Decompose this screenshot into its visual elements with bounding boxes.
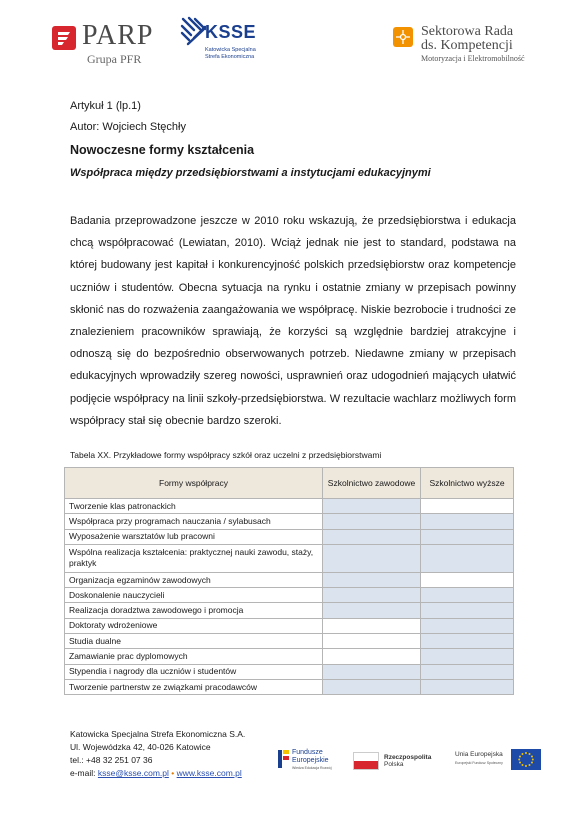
row-label: Tworzenie partnerstw ze związkami pracodawców <box>65 679 323 694</box>
header-forms: Formy współpracy <box>65 468 323 499</box>
higher-cell <box>421 544 514 572</box>
vocational-cell <box>323 529 421 544</box>
cooperation-forms-table <box>64 467 514 695</box>
rzeczpospolita-name: Rzeczpospolita Polska <box>384 754 432 768</box>
article-subtitle: Współpraca między przedsiębiorstwami a instytucjami edukacyjnymi <box>70 167 431 179</box>
table-body <box>65 499 514 695</box>
higher-cell <box>421 529 514 544</box>
article-number: Artykuł 1 (lp.1) <box>70 100 141 112</box>
higher-cell <box>421 603 514 618</box>
row-label: Doktoraty wdrożeniowe <box>65 618 323 633</box>
sektorowa-rada-logo-icon <box>393 27 413 47</box>
unia-europejska-subtitle: Europejski Fundusz Społeczny <box>455 761 503 765</box>
separator-dot: • <box>171 768 175 778</box>
article-author: Autor: Wojciech Stęchły <box>70 121 186 133</box>
website-link[interactable]: www.ksse.com.pl <box>176 768 242 778</box>
vocational-cell <box>323 572 421 587</box>
vocational-cell <box>323 679 421 694</box>
table-row <box>65 588 514 603</box>
higher-cell <box>421 588 514 603</box>
footer-contact <box>70 767 242 779</box>
higher-cell <box>421 664 514 679</box>
email-label: e-mail: <box>70 768 96 778</box>
row-label: Studia dualne <box>65 634 323 649</box>
table-row <box>65 649 514 664</box>
row-label: Realizacja doradztwa zawodowego i promocja <box>65 603 323 618</box>
unia-europejska-name: Unia Europejska <box>455 751 503 758</box>
ksse-logo-icon <box>180 16 208 46</box>
row-label: Doskonalenie nauczycieli <box>65 588 323 603</box>
higher-cell <box>421 634 514 649</box>
row-label: Zamawianie prac dyplomowych <box>65 649 323 664</box>
row-label: Tworzenie klas patronackich <box>65 499 323 514</box>
footer-phone: tel.: +48 32 251 07 36 <box>70 755 153 765</box>
table-row <box>65 618 514 633</box>
parp-logo-icon <box>52 26 76 50</box>
sektorowa-rada-name-line2: ds. Kompetencji <box>421 38 513 53</box>
vocational-cell <box>323 603 421 618</box>
row-label: Organizacja egzaminów zawodowych <box>65 572 323 587</box>
vocational-cell <box>323 588 421 603</box>
vocational-cell <box>323 514 421 529</box>
eu-flag-icon <box>511 749 541 770</box>
table-caption: Tabela XX. Przykładowe formy współpracy szkół oraz uczelni z przedsiębiorstwami <box>70 450 382 460</box>
footer-org-name: Katowicka Specjalna Strefa Ekonomiczna S.A. <box>70 729 246 739</box>
article-paragraph: Badania przeprowadzone jeszcze w 2010 roku wskazują, że przedsiębiorstwa i edukacja chcą współpracować (Lewiatan, 2010). Wciąż jednak nie jest to standard, podstawa na której budowany jest kapitał i konkurencyjność polskich przedsiębiorstw oraz kompetencje uczniów i studentów. Obecna sytuacja na rynku i ostatnie zmiany w przepisach powinny skłonić nas do rozważenia zaangażowania we współpracę. Niskie bezrobocie i trudności ze znalezieniem pracowników sprawiają, że korzyści są względnie bardziej atrakcyjne i odnoszą się do bezpośrednio obserwowanych potrzeb. Niedawne zmiany w przepisach edukacyjnych wprowadziły szereg nowości, usprawnień oraz udogodnień mających ułatwić podjęcie współpracy na linii szkoły-przedsiębiorstwa. W rezultacie wachlarz możliwych form współpracy stał się obecnie bardzo szeroki. <box>70 215 516 427</box>
table-row <box>65 514 514 529</box>
table-row <box>65 544 514 572</box>
higher-cell <box>421 618 514 633</box>
sektorowa-rada-subtitle: Motoryzacja i Elektromobilność <box>421 54 525 63</box>
higher-cell <box>421 572 514 587</box>
vocational-cell <box>323 634 421 649</box>
higher-cell <box>421 679 514 694</box>
vocational-cell <box>323 618 421 633</box>
parp-logo-text: PARP <box>82 20 154 51</box>
ksse-logo-subtitle: Katowicka Specjalna Strefa Ekonomiczna <box>205 47 256 60</box>
article-title: Nowoczesne formy kształcenia <box>70 143 255 157</box>
vocational-cell <box>323 499 421 514</box>
vocational-cell <box>323 544 421 572</box>
row-label: Współpraca przy programach nauczania / sylabusach <box>65 514 323 529</box>
email-link[interactable]: ksse@ksse.com.pl <box>97 768 169 778</box>
fundusze-europejskie-subtitle: Wiedza Edukacja Rozwój <box>292 766 332 770</box>
row-label: Wyposażenie warsztatów lub pracowni <box>65 529 323 544</box>
header-vocational: Szkolnictwo zawodowe <box>323 468 421 499</box>
table-row <box>65 603 514 618</box>
footer-address: Ul. Wojewódzka 42, 40-026 Katowice <box>70 742 211 752</box>
header-higher: Szkolnictwo wyższe <box>421 468 514 499</box>
vocational-cell <box>323 649 421 664</box>
row-label: Stypendia i nagrody dla uczniów i studentów <box>65 664 323 679</box>
fundusze-europejskie-icon <box>278 748 290 770</box>
table-header-row <box>65 468 514 499</box>
table-row <box>65 572 514 587</box>
parp-logo-subtitle: Grupa PFR <box>87 52 142 66</box>
row-label: Wspólna realizacja kształcenia: praktycznej nauki zawodu, staży, praktyk <box>65 544 323 572</box>
sektorowa-rada-name-line1: Sektorowa Rada <box>421 24 514 39</box>
higher-cell <box>421 499 514 514</box>
table-row <box>65 499 514 514</box>
poland-flag-icon <box>353 752 379 770</box>
vocational-cell <box>323 664 421 679</box>
higher-cell <box>421 514 514 529</box>
fundusze-europejskie-name: Fundusze Europejskie <box>292 749 329 764</box>
higher-cell <box>421 649 514 664</box>
ksse-logo-text: KSSE <box>205 22 257 42</box>
table-row <box>65 634 514 649</box>
table-row <box>65 664 514 679</box>
table-row <box>65 679 514 694</box>
table-row <box>65 529 514 544</box>
